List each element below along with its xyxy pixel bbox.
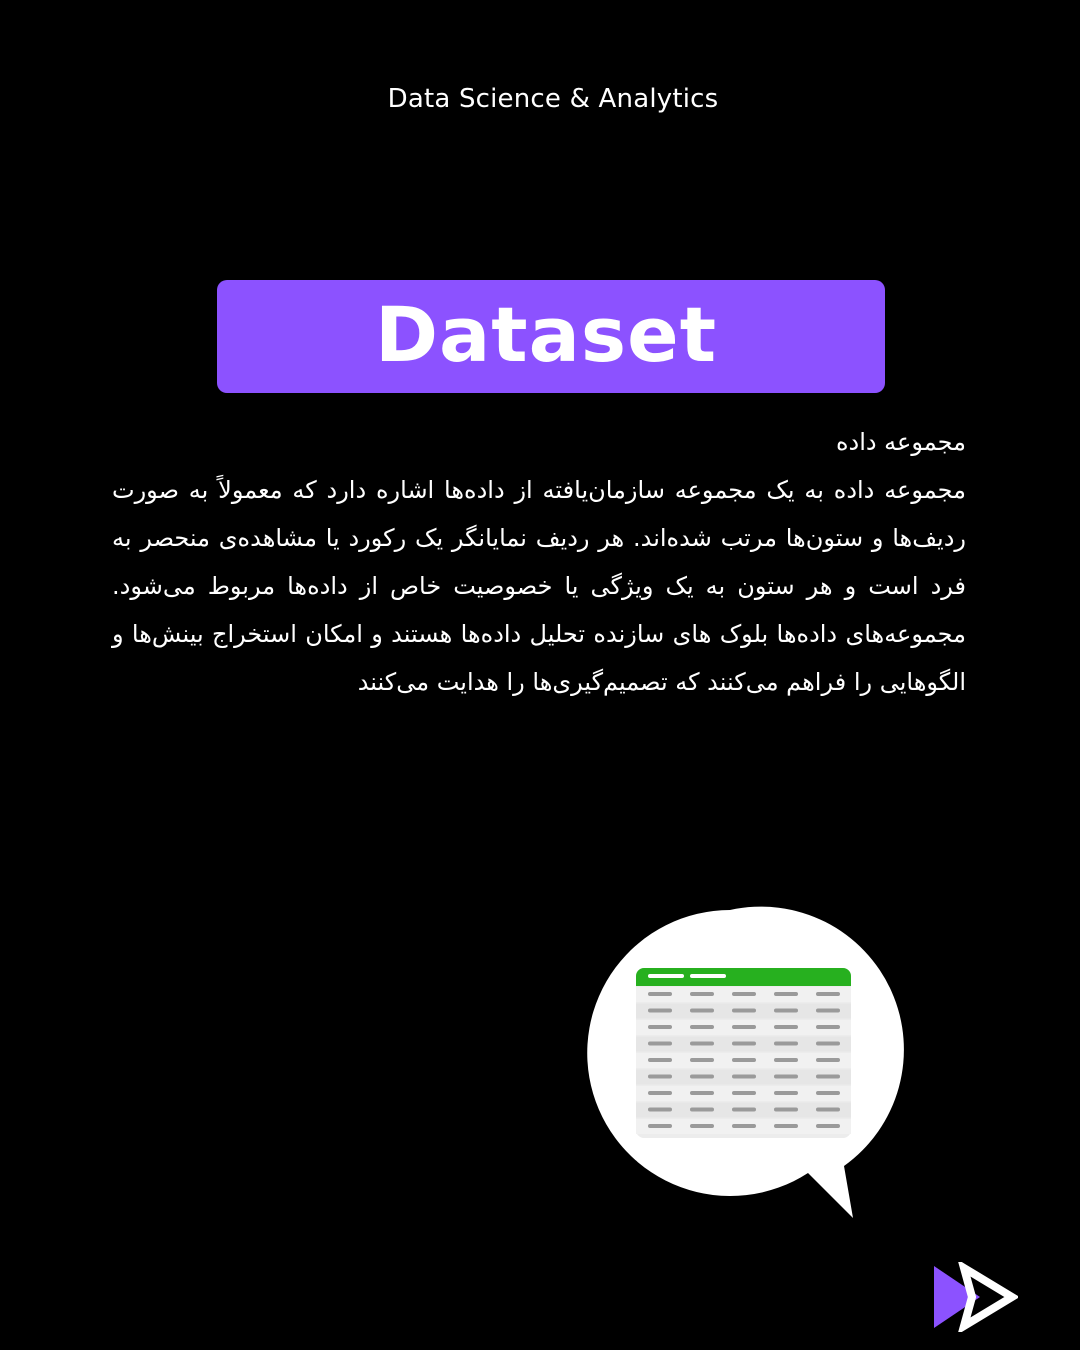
next-arrow-icon[interactable]	[928, 1262, 1018, 1332]
page-title: Dataset	[374, 290, 718, 379]
description-body: مجموعه داده به یک مجموعه سازمان‌یافته از داده‌ها اشاره دارد که معمولاً به صورت ردیف‌ها و ستون‌ها مرتب شده‌اند. هر ردیف نمایانگر یک رکورد یا مشاهده‌ی منحصر به فرد است و هر ستون به یک ویژگی یا خصوصیت خاص از داده‌ها مربوط می‌شود. مجموعه‌های داده‌ها بلوک های سازنده تحلیل داده‌ها هستند و امکان استخراج بینش‌ها و الگوهایی را فراهم می‌کنند که تصمیم‌گیری‌ها را هدایت می‌کنند	[112, 476, 966, 696]
description-heading: مجموعه داده	[835, 428, 966, 456]
title-banner	[217, 280, 885, 393]
page-subtitle: Data Science & Analytics	[387, 84, 719, 114]
spreadsheet-bubble-icon	[560, 880, 940, 1240]
description-block	[112, 418, 966, 706]
